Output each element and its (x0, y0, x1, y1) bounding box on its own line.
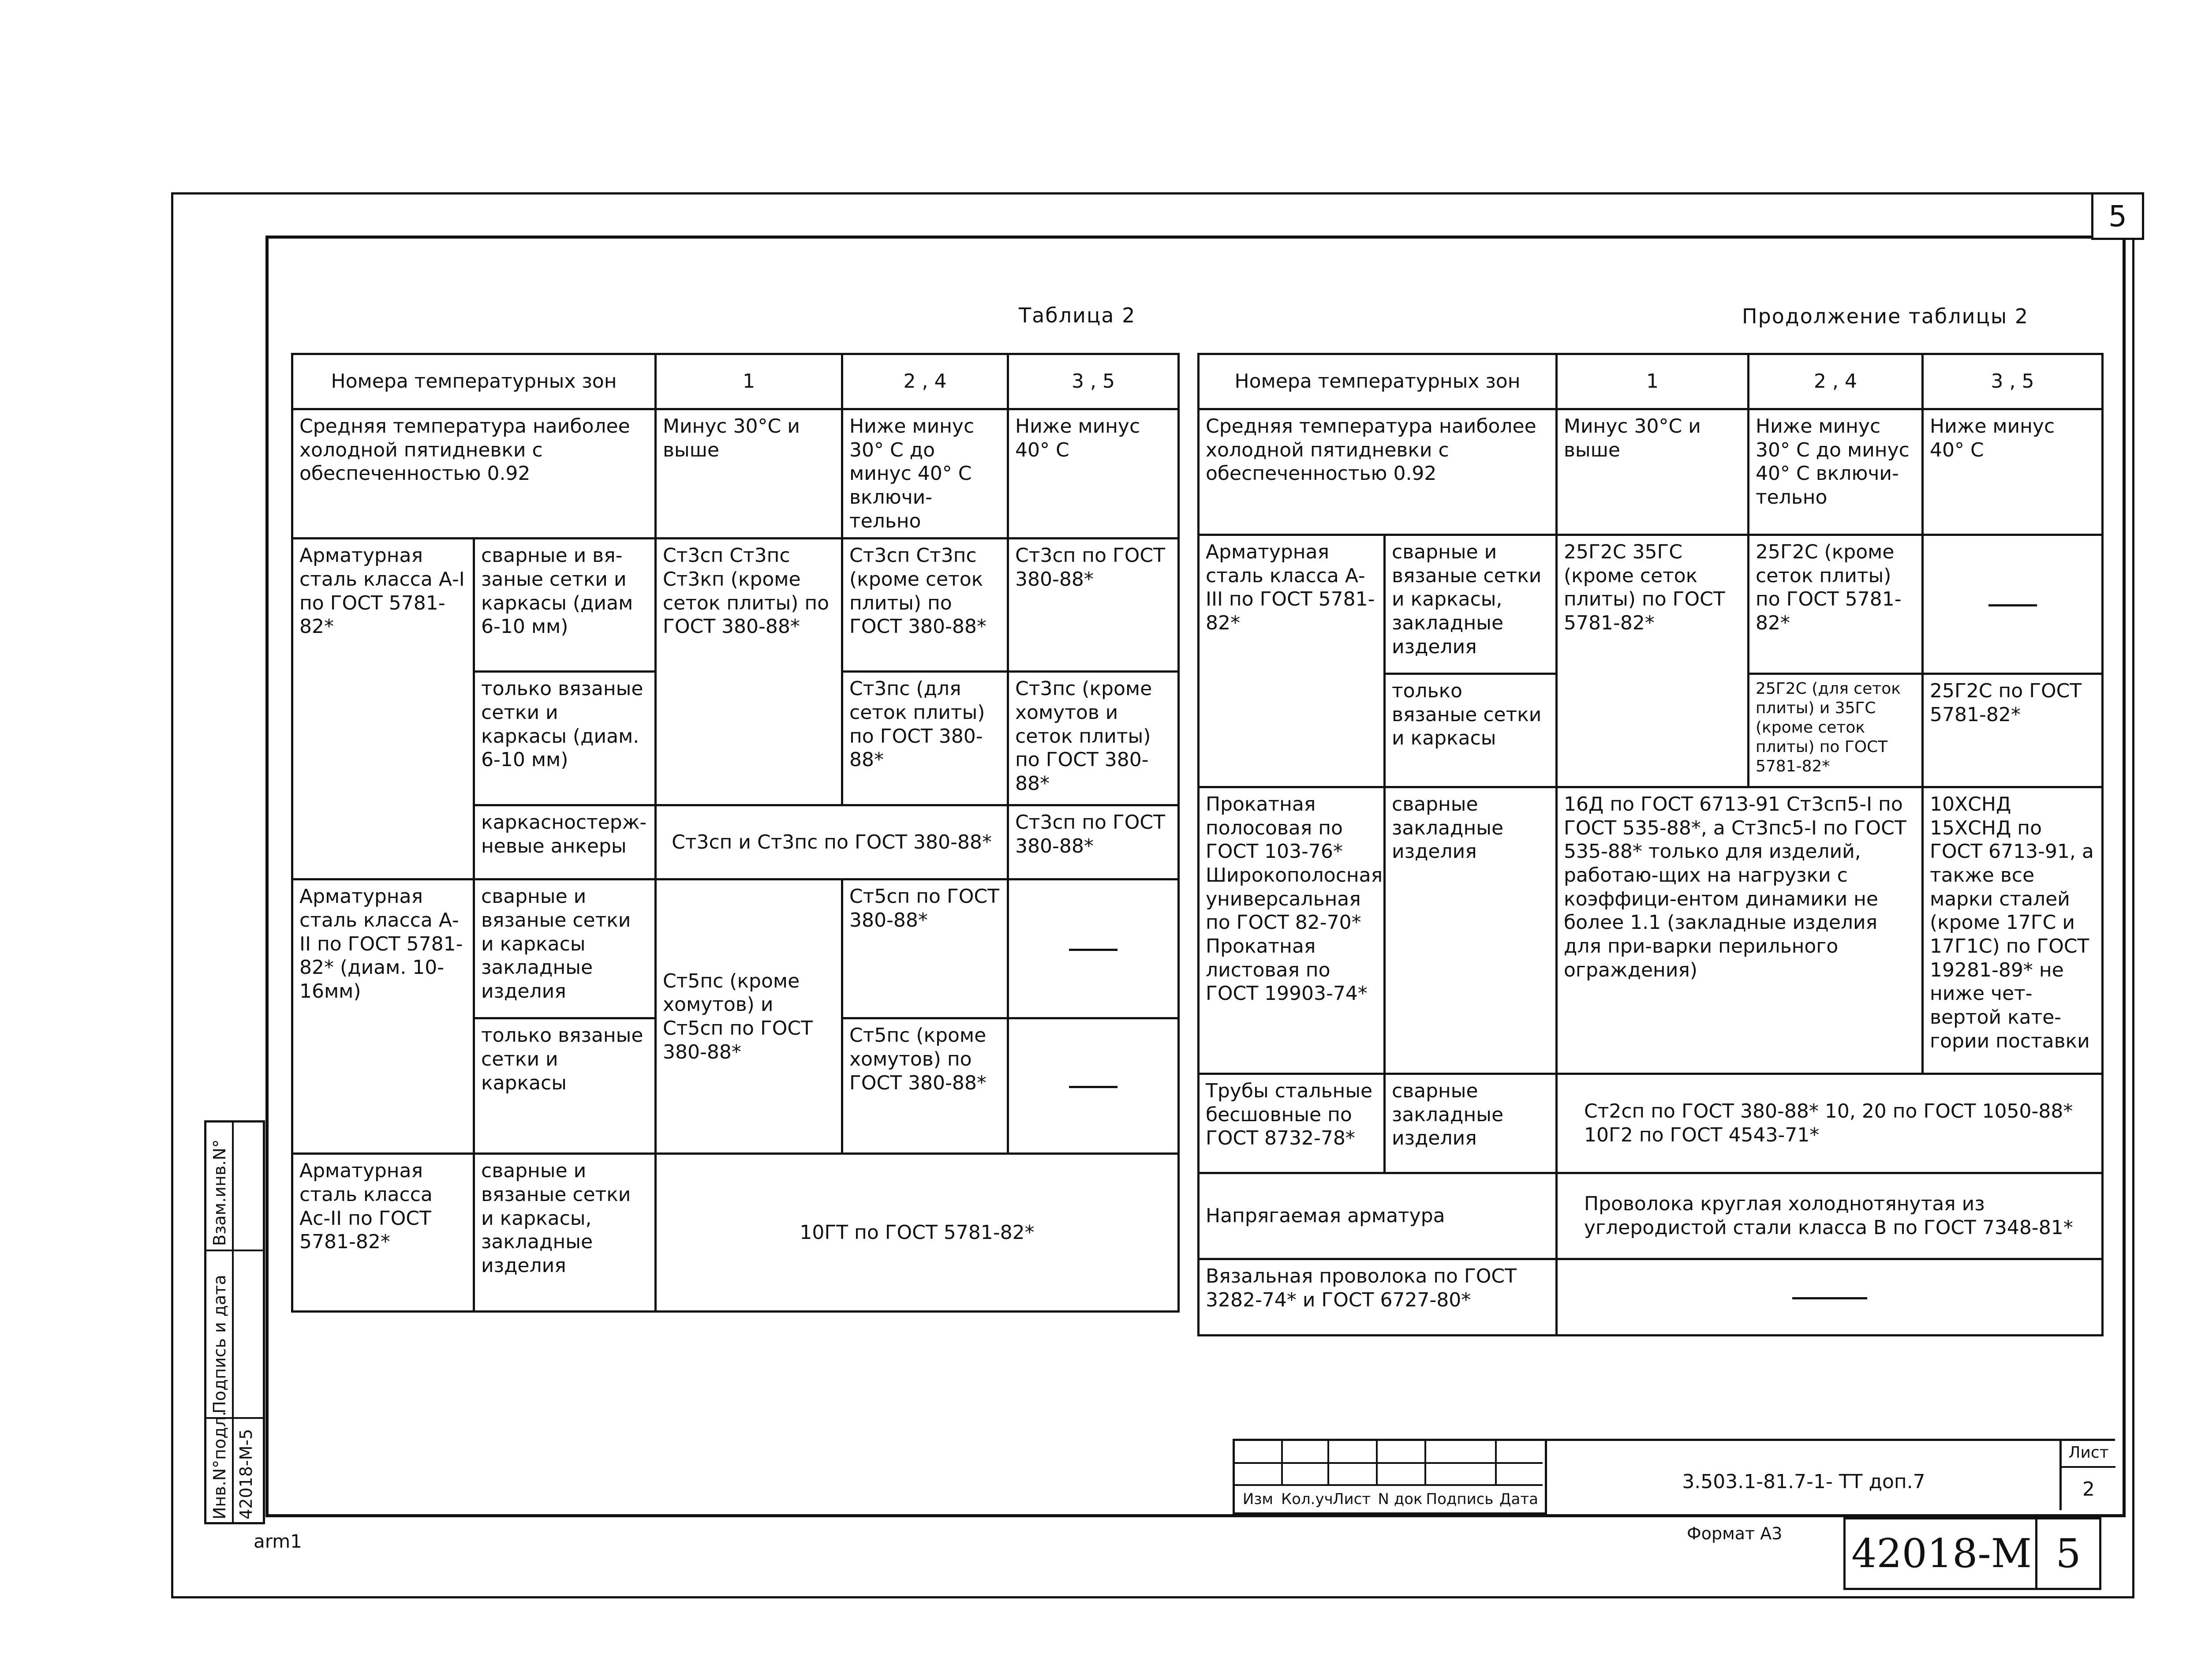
revision-grid (1233, 1439, 1547, 1515)
pipes-name: Трубы стальные бесшовные по ГОСТ 8732-78* (1199, 1074, 1385, 1173)
header-zone-1: 1 (656, 354, 842, 409)
a1-zone-3-5-row3: Ст3сп по ГОСТ 380-88* (1008, 805, 1179, 879)
pipes-value: Ст2сп по ГОСТ 380-88* 10, 20 по ГОСТ 1050-88* 10Г2 по ГОСТ 4543-71* (1557, 1074, 2103, 1173)
a3-type-1: сварные и вязаные сетки и каркасы, закладные изделия (1385, 535, 1557, 674)
sheet-label: Лист (2062, 1439, 2115, 1468)
col-doc-no: N док (1378, 1490, 1423, 1508)
right-table-caption: Продолжение таблицы 2 (1742, 304, 2029, 328)
a2-zone-3-5-row1-dash (1008, 879, 1179, 1018)
a3-zone-2-4-row1: 25Г2С (кроме сеток плиты) по ГОСТ 5781-82* (1749, 535, 1923, 674)
document-code: 3.503.1-81.7-1- ТТ доп.7 (1682, 1470, 1925, 1493)
a1-zone-1: Ст3сп Ст3пс Ст3кп (кроме сеток плиты) по ГОСТ 380-88* (656, 539, 842, 805)
a2-name: Арматурная сталь класса А-II по ГОСТ 5781-82* (диам. 10-16мм) (292, 879, 474, 1154)
a2-type-1: сварные и вязаные сетки и каркасы закладные изделия (474, 879, 656, 1018)
a3-zone-2-4-row2: 25Г2С (для сеток плиты) и 35ГС (кроме сеток плиты) по ГОСТ 5781-82* (1749, 674, 1923, 787)
temp-zone-2-4: Ниже минус 30° C до минус 40° C включи-тельно (842, 409, 1008, 539)
author-mark: arm1 (254, 1530, 302, 1552)
a1-type-1: сварные и вя-заные сетки и каркасы (диам 6-10 мм) (474, 539, 656, 672)
a1-name: Арматурная сталь класса А-I по ГОСТ 5781-82* (292, 539, 474, 879)
left-table-caption: Таблица 2 (1019, 303, 1136, 327)
temp-label: Средняя температура наиболее холодной пятидневки с обеспеченностью 0.92 (292, 409, 656, 539)
a2-zone-2-4-row2: Ст5пс (кроме хомутов) по ГОСТ 380-88* (842, 1018, 1008, 1154)
stamp-replace-inv: Взам.инв.N° (210, 1139, 229, 1246)
a1-zone-2-4-row1: Ст3сп Ст3пс (кроме сеток плиты) по ГОСТ 380-88* (842, 539, 1008, 672)
sheet-corner-number: 5 (2091, 192, 2144, 240)
a3-zone-3-5-row2: 25Г2С по ГОСТ 5781-82* (1923, 674, 2103, 787)
header-zone-2-4: 2 , 4 (842, 354, 1008, 409)
rolled-name: Прокатная полосовая по ГОСТ 103-76* Широкополосная универсальная по ГОСТ 82-70* Прокатная листовая по ГОСТ 19903-74* (1199, 787, 1385, 1074)
temp-zone-1: Минус 30°C и выше (656, 409, 842, 539)
stamp-sign-date: Подпись и дата (210, 1275, 229, 1414)
a1-zone-2-4-row2: Ст3пс (для сеток плиты) по ГОСТ 380-88* (842, 672, 1008, 805)
a3-zone-1: 25Г2С 35ГС (кроме сеток плиты) по ГОСТ 5781-82* (1557, 535, 1749, 787)
prestress-name: Напрягаемая арматура (1199, 1173, 1557, 1259)
left-table (291, 353, 1180, 1313)
a1-zone-1-2-4-row3: Ст3сп и Ст3пс по ГОСТ 380-88* (656, 805, 1008, 879)
sheet-number: 2 (2082, 1478, 2095, 1500)
archive-sheet: 5 (2035, 1517, 2101, 1590)
r-header-zone-1: 1 (1557, 354, 1749, 409)
tie-wire-name: Вязальная проволока по ГОСТ 3282-74* и ГОСТ 6727-80* (1199, 1259, 1557, 1336)
col-qty: Кол.уч (1281, 1490, 1333, 1508)
tie-wire-dash (1557, 1259, 2103, 1336)
ac2-name: Арматурная сталь класса Ас-II по ГОСТ 5781-82* (292, 1154, 474, 1312)
side-stamp (204, 1120, 265, 1524)
header-zone-3-5: 3 , 5 (1008, 354, 1179, 409)
stamp-divider-1 (206, 1250, 263, 1251)
col-signature: Подпись (1426, 1490, 1494, 1508)
pipes-type: сварные закладные изделия (1385, 1074, 1557, 1173)
rolled-type: сварные закладные изделия (1385, 787, 1557, 1074)
a2-zone-2-4-row1: Ст5сп по ГОСТ 380-88* (842, 879, 1008, 1018)
temp-zone-3-5: Ниже минус 40° C (1008, 409, 1179, 539)
col-sheet: Лист (1332, 1490, 1371, 1508)
right-table (1197, 353, 2104, 1336)
a3-name: Арматурная сталь класса А-III по ГОСТ 5781-82* (1199, 535, 1385, 787)
r-temp-zone-1: Минус 30°C и выше (1557, 409, 1749, 535)
r-temp-zone-3-5: Ниже минус 40° C (1923, 409, 2103, 535)
a3-zone-3-5-row1-dash (1923, 535, 2103, 674)
a1-zone-3-5-row1: Ст3сп по ГОСТ 380-88* (1008, 539, 1179, 672)
col-date: Дата (1499, 1490, 1539, 1508)
r-temp-zone-2-4: Ниже минус 30° C до минус 40° C включи-тельно (1749, 409, 1923, 535)
r-header-zones: Номера температурных зон (1199, 354, 1557, 409)
archive-code: 42018-М (1843, 1517, 2037, 1590)
a2-zone-3-5-row2-dash (1008, 1018, 1179, 1154)
title-block-top-line (1543, 1439, 2115, 1441)
ac2-value: 10ГТ по ГОСТ 5781-82* (656, 1154, 1179, 1312)
r-header-zone-3-5: 3 , 5 (1923, 354, 2103, 409)
a3-type-2: только вязаные сетки и каркасы (1385, 674, 1557, 787)
header-zones: Номера температурных зон (292, 354, 656, 409)
r-header-zone-2-4: 2 , 4 (1749, 354, 1923, 409)
paper-format: Формат А3 (1687, 1524, 1783, 1543)
col-change: Изм (1242, 1490, 1274, 1508)
rolled-zone-1-2-4: 16Д по ГОСТ 6713-91 Ст3сп5-I по ГОСТ 535-88*, а Ст3пс5-I по ГОСТ 535-88* только для изделий, работаю-щих на нагрузки с коэффици-ентом динамики не более 1.1 (закладные изделия для при-варки перильного ограждения) (1557, 787, 1923, 1074)
a1-type-2: только вязаные сетки и каркасы (диам. 6-10 мм) (474, 672, 656, 805)
prestress-value: Проволока круглая холоднотянутая из углеродистой стали класса В по ГОСТ 7348-81* (1557, 1173, 2103, 1259)
rolled-zone-3-5: 10ХСНД 15ХСНД по ГОСТ 6713-91, а также все марки сталей (кроме 17ГС и 17Г1С) по ГОСТ 19281-89* не ниже чет-вертой кате-гории поставки (1923, 787, 2103, 1074)
sheet-cell (2059, 1439, 2115, 1510)
a2-zone-1: Ст5пс (кроме хомутов) и Ст5сп по ГОСТ 380-88* (656, 879, 842, 1154)
a2-type-2: только вязаные сетки и каркасы (474, 1018, 656, 1154)
r-temp-label: Средняя температура наиболее холодной пятидневки с обеспеченностью 0.92 (1199, 409, 1557, 535)
a1-type-3: каркасностерж-невые анкеры (474, 805, 656, 879)
a1-zone-3-5-row2: Ст3пс (кроме хомутов и сеток плиты) по ГОСТ 380-88* (1008, 672, 1179, 805)
ac2-type: сварные и вязаные сетки и каркасы, закладные изделия (474, 1154, 656, 1312)
stamp-inv-orig: Инв.N°подл. (210, 1411, 229, 1519)
stamp-archive-code: 42018-М-5 (236, 1429, 256, 1519)
